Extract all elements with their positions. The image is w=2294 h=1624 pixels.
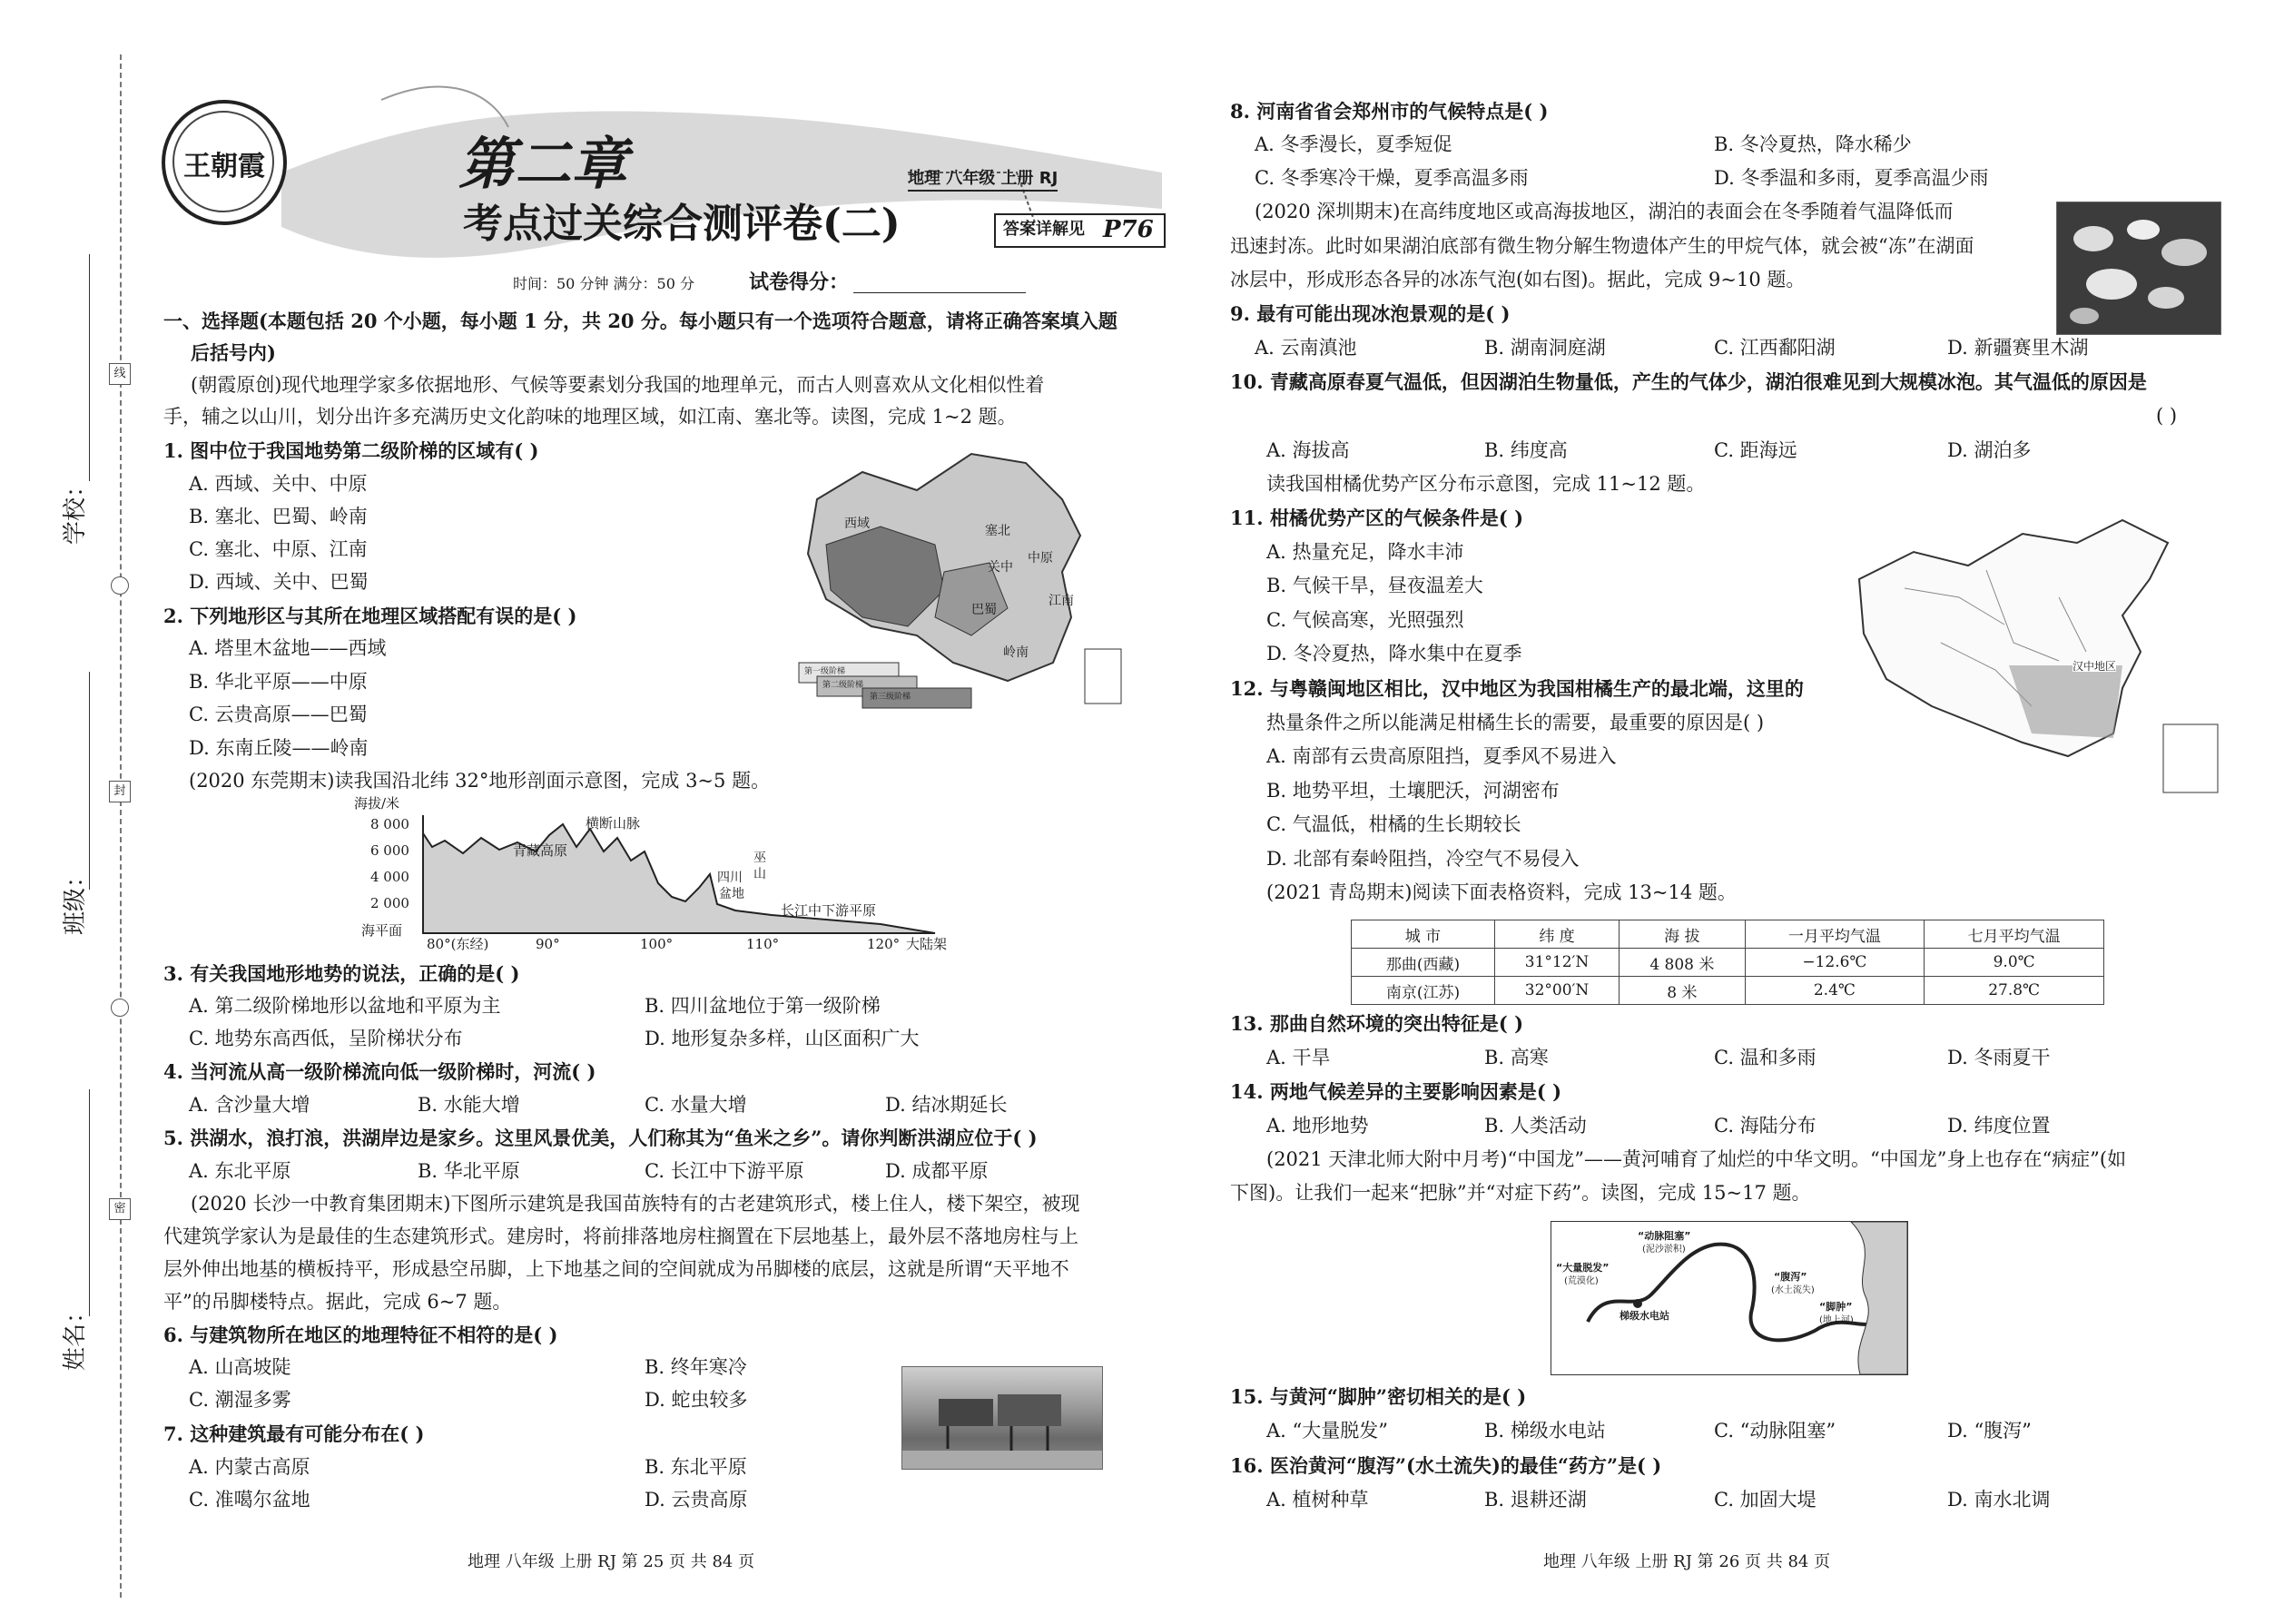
profile-ytick-2000: 2 000 <box>370 895 409 911</box>
q14-option-b[interactable]: B. 人类活动 <box>1484 1115 1587 1137</box>
binding-hole <box>111 999 129 1017</box>
q14-option-a[interactable]: A. 地形地势 <box>1266 1115 1369 1137</box>
climate-table <box>1351 920 2104 1005</box>
profile-label-changjiang: 长江中下游平原 <box>781 902 877 919</box>
intro-1-line-1: (朝霞原创)现代地理学家多依据地形、气候等要素划分我国的地理单元，而古人则喜欢从文化相似性着 <box>191 374 1045 396</box>
logo <box>162 100 287 225</box>
q3-option-d[interactable]: D. 地形复杂多样，山区面积广大 <box>645 1028 920 1049</box>
map1-label-jiangnan: 江南 <box>1049 594 1074 608</box>
profile-xtick-110: 110° <box>746 936 780 952</box>
question-5: 5. 洪湖水，浪打浪，洪湖岸边是家乡。这里风景优美，人们称其为“鱼米之乡”。请你判断洪湖应位于( ) <box>163 1127 1038 1149</box>
intro-4-line-2: 迅速封冻。此时如果湖泊底部有微生物分解生物遗体产生的甲烷气体，就会被“冻”在湖面 <box>1230 235 1974 257</box>
profile-label-pendi: 盆地 <box>719 887 744 901</box>
table-cell: 那曲(西藏) <box>1352 949 1495 977</box>
q4-option-d[interactable]: D. 结冰期延长 <box>885 1094 1008 1116</box>
q6-option-b[interactable]: B. 终年寒冷 <box>645 1356 747 1378</box>
q10-answer-paren[interactable]: ( ) <box>2156 405 2178 427</box>
q10-option-a[interactable]: A. 海拔高 <box>1266 439 1350 461</box>
q15-option-a[interactable]: A. “大量脱发” <box>1266 1420 1388 1442</box>
q9-option-d[interactable]: D. 新疆赛里木湖 <box>1947 337 2089 359</box>
paper-title: 考点过关综合测评卷(二) <box>463 201 901 247</box>
yellow-river-map <box>1551 1221 1908 1375</box>
answer-ref-label: 答案详解见 <box>1003 220 1085 239</box>
terrain-profile-chart <box>354 797 953 956</box>
q8-option-a[interactable]: A. 冬季漫长，夏季短促 <box>1255 133 1452 155</box>
q14-option-c[interactable]: C. 海陆分布 <box>1714 1115 1816 1137</box>
question-14: 14. 两地气候差异的主要影响因素是( ) <box>1230 1080 1562 1103</box>
q7-option-c[interactable]: C. 准噶尔盆地 <box>189 1489 310 1511</box>
q2-option-a[interactable]: A. 塔里木盆地——西域 <box>189 637 387 659</box>
intro-7-line-1: (2021 天津北师大附中月考)“中国龙”——黄河哺育了灿烂的中华文明。“中国龙”身上也存在“病症”(如 <box>1266 1148 2127 1170</box>
q16-option-b[interactable]: B. 退耕还湖 <box>1484 1489 1587 1511</box>
q3-option-c[interactable]: C. 地势东高西低，呈阶梯状分布 <box>189 1028 463 1049</box>
citrus-region-map <box>1850 516 2231 797</box>
table-cell: 4 808 米 <box>1620 949 1745 977</box>
q9-option-c[interactable]: C. 江西鄱阳湖 <box>1714 337 1836 359</box>
profile-ytick-4000: 4 000 <box>370 869 409 885</box>
q5-option-d[interactable]: D. 成都平原 <box>885 1160 989 1182</box>
table-cell: 8 米 <box>1620 977 1745 1005</box>
q15-option-b[interactable]: B. 梯级水电站 <box>1484 1420 1606 1442</box>
logo-text: 王朝霞 <box>183 151 265 182</box>
table-row <box>1352 977 2104 1005</box>
intro-3-line-3: 层外伸出地基的横板持平，形成悬空吊脚，上下地基之间的空间就成为吊脚楼的底层，这就是所谓“天平地不 <box>163 1258 1069 1280</box>
answer-page: P76 <box>1103 216 1154 243</box>
map1-label-bashu: 巴蜀 <box>971 603 997 617</box>
question-11: 11. 柑橘优势产区的气候条件是( ) <box>1230 507 1524 529</box>
question-10: 10. 青藏高原春夏气温低，但因湖泊生物量低，产生的气体少，湖泊很难见到大规模冰泡。其气温低的原因是 <box>1230 370 2147 393</box>
intro-1-line-2: 手，辅之以山川，划分出许多充满历史文化韵味的地理区域，如江南、塞北等。读图，完成 1~2 题。 <box>163 406 1017 428</box>
map3-label-hairloss: “大量脱发” <box>1556 1262 1610 1274</box>
table-cell: 南京(江苏) <box>1352 977 1495 1005</box>
q6-option-c[interactable]: C. 潮湿多雾 <box>189 1389 291 1411</box>
q11-option-c[interactable]: C. 气候高寒，光照强烈 <box>1266 609 1464 631</box>
q5-option-b[interactable]: B. 华北平原 <box>418 1160 520 1182</box>
table-cell: 2.4℃ <box>1745 977 1925 1005</box>
section-heading-cont: 后括号内) <box>191 341 276 364</box>
q15-option-c[interactable]: C. “动脉阻塞” <box>1714 1420 1836 1442</box>
profile-label-qingzang: 青藏高原 <box>513 842 568 859</box>
q16-option-d[interactable]: D. 南水北调 <box>1947 1489 2051 1511</box>
q5-option-c[interactable]: C. 长江中下游平原 <box>645 1160 804 1182</box>
stilt-house-photo <box>901 1366 1103 1470</box>
q1-option-c[interactable]: C. 塞北、中原、江南 <box>189 538 368 560</box>
map1-label-step3: 第三级阶梯 <box>870 693 911 702</box>
cut-mark-mi: 密 <box>109 1198 131 1220</box>
q4-option-b[interactable]: B. 水能大增 <box>418 1094 520 1116</box>
question-4: 4. 当河流从高一级阶梯流向低一级阶梯时，河流( ) <box>163 1060 596 1083</box>
map1-label-step1: 第一级阶梯 <box>804 667 846 676</box>
question-1: 1. 图中位于我国地势第二级阶梯的区域有( ) <box>163 439 539 462</box>
q10-option-b[interactable]: B. 纬度高 <box>1484 439 1568 461</box>
intro-2: (2020 东莞期末)读我国沿北纬 32°地形剖面示意图，完成 3~5 题。 <box>189 770 771 792</box>
q8-option-b[interactable]: B. 冬冷夏热，降水稀少 <box>1714 133 1912 155</box>
question-8: 8. 河南省省会郑州市的气候特点是( ) <box>1230 100 1549 123</box>
intro-6: (2021 青岛期末)阅读下面表格资料，完成 13~14 题。 <box>1266 881 1737 903</box>
q14-option-d[interactable]: D. 纬度位置 <box>1947 1115 2051 1137</box>
map3-label-diarrhea-note: (水土流失) <box>1771 1285 1815 1295</box>
profile-xtick-100: 100° <box>640 936 674 952</box>
q13-option-b[interactable]: B. 高寒 <box>1484 1047 1549 1068</box>
map3-label-swelling: “脚肿” <box>1819 1301 1853 1313</box>
intro-7-line-2: 下图)。让我们一起来“把脉”并“对症下药”。读图，完成 15~17 题。 <box>1230 1182 1811 1204</box>
q7-option-b[interactable]: B. 东北平原 <box>645 1456 747 1478</box>
intro-4-line-1: (2020 深圳期末)在高纬度地区或高海拔地区，湖泊的表面会在冬季随着气温降低而 <box>1255 201 1954 222</box>
q1-option-b[interactable]: B. 塞北、巴蜀、岭南 <box>189 506 368 527</box>
q12-option-a[interactable]: A. 南部有云贵高原阻挡，夏季风不易进入 <box>1266 745 1617 767</box>
table-header: 城 市 <box>1352 920 1495 949</box>
china-regions-map <box>790 445 1126 717</box>
table-header: 海 拔 <box>1620 920 1745 949</box>
table-header: 纬 度 <box>1494 920 1619 949</box>
q12-option-b[interactable]: B. 地势平坦，土壤肥沃，河湖密布 <box>1266 780 1560 802</box>
binding-line <box>120 54 122 1598</box>
profile-ytick-6000: 6 000 <box>370 842 409 859</box>
profile-label-dalujia: 大陆架 <box>906 936 948 952</box>
name-field[interactable] <box>89 1089 90 1316</box>
q9-option-a[interactable]: A. 云南滇池 <box>1255 337 1357 359</box>
profile-label-hengduan: 横断山脉 <box>586 815 641 832</box>
q4-option-a[interactable]: A. 含沙量大增 <box>189 1094 310 1116</box>
map3-label-hairloss-note: (荒漠化) <box>1564 1276 1599 1286</box>
class-field[interactable] <box>89 672 90 890</box>
q7-option-a[interactable]: A. 内蒙古高原 <box>189 1456 310 1478</box>
map1-label-lingnan: 岭南 <box>1003 645 1029 660</box>
question-6: 6. 与建筑物所在地区的地理特征不相符的是( ) <box>163 1324 558 1346</box>
chapter-title: 第二章 <box>458 131 628 197</box>
map3-label-arterial-note: (泥沙淤积) <box>1642 1245 1686 1255</box>
profile-label-sichuan: 四川 <box>717 871 743 885</box>
table-header: 七月平均气温 <box>1925 920 2104 949</box>
profile-ytick-sea: 海平面 <box>361 922 403 939</box>
q9-option-b[interactable]: B. 湖南洞庭湖 <box>1484 337 1606 359</box>
q16-option-a[interactable]: A. 植树种草 <box>1266 1489 1369 1511</box>
map1-label-xiyu: 西域 <box>844 517 870 531</box>
q2-option-d[interactable]: D. 东南丘陵——岭南 <box>189 737 369 759</box>
table-header: 一月平均气温 <box>1745 920 1925 949</box>
profile-xtick-80: 80°(东经) <box>427 936 489 952</box>
question-7: 7. 这种建筑最有可能分布在( ) <box>163 1422 425 1445</box>
q8-option-d[interactable]: D. 冬季温和多雨，夏季高温少雨 <box>1714 167 1989 189</box>
q10-option-d[interactable]: D. 湖泊多 <box>1947 439 2032 461</box>
binding-hole <box>111 576 129 595</box>
q11-option-b[interactable]: B. 气候干旱，昼夜温差大 <box>1266 575 1483 596</box>
table-cell: 9.0℃ <box>1925 949 2104 977</box>
section-heading: 一、选择题(本题包括 20 个小题，每小题 1 分，共 20 分。每小题只有一个选项符合题意，请将正确答案填入题 <box>163 310 1117 332</box>
intro-4-line-3: 冰层中，形成形态各异的冰冻气泡(如右图)。据此，完成 9~10 题。 <box>1230 269 1806 290</box>
map3-label-swelling-note: (地上河) <box>1819 1315 1854 1325</box>
question-16: 16. 医治黄河“腹泻”(水土流失)的最佳“药方”是( ) <box>1230 1454 1662 1477</box>
question-12-cont: 热量条件之所以能满足柑橘生长的需要，最重要的原因是( ) <box>1266 712 1765 733</box>
left-footer: 地理 八年级 上册 RJ 第 25 页 共 84 页 <box>468 1552 755 1571</box>
profile-ylabel: 海拔/米 <box>354 795 400 812</box>
school-label: 学校： <box>62 473 89 545</box>
exam-info: 时间：50 分钟 满分：50 分 <box>513 275 694 292</box>
q6-option-a[interactable]: A. 山高坡陡 <box>189 1356 291 1378</box>
intro-3-line-4: 平”的吊脚楼特点。据此，完成 6~7 题。 <box>163 1291 512 1313</box>
question-12: 12. 与粤赣闽地区相比，汉中地区为我国柑橘生产的最北端，这里的 <box>1230 677 1804 700</box>
profile-xtick-120: 120° <box>867 936 901 952</box>
table-cell: 27.8℃ <box>1925 977 2104 1005</box>
intro-3-line-2: 代建筑学家认为是最佳的生态建筑形式。建房时，将前排落地房柱搁置在下层地基上，最外层不落地房柱与上 <box>163 1225 1078 1247</box>
class-label: 班级： <box>62 863 89 935</box>
map1-label-saibei: 塞北 <box>985 524 1010 538</box>
table-cell: 31°12′N <box>1494 949 1619 977</box>
map3-label-hydropower: 梯级水电站 <box>1620 1310 1669 1322</box>
question-13: 13. 那曲自然环境的突出特征是( ) <box>1230 1012 1524 1035</box>
q2-option-b[interactable]: B. 华北平原——中原 <box>189 671 368 693</box>
hanzhong-label: 汉中地区 <box>2072 660 2117 673</box>
q7-option-d[interactable]: D. 云贵高原 <box>645 1489 748 1511</box>
q15-option-d[interactable]: D. “腹泻” <box>1947 1420 2032 1442</box>
question-3: 3. 有关我国地形地势的说法，正确的是( ) <box>163 962 520 985</box>
map1-label-guanzhong: 关中 <box>988 560 1013 575</box>
name-label: 姓名： <box>62 1299 89 1371</box>
q1-option-a[interactable]: A. 西域、关中、中原 <box>189 473 368 495</box>
score-field[interactable] <box>853 292 1026 293</box>
score-label: 试卷得分： <box>749 271 850 294</box>
profile-label-shan: 山 <box>753 867 766 881</box>
question-9: 9. 最有可能出现冰泡景观的是( ) <box>1230 302 1511 325</box>
q12-option-c[interactable]: C. 气温低，柑橘的生长期较长 <box>1266 813 1521 835</box>
school-field[interactable] <box>89 254 90 481</box>
subject-tag: 地理 八年级 上册 RJ <box>908 171 1058 192</box>
ice-bubble-photo <box>2056 202 2221 335</box>
q13-option-c[interactable]: C. 温和多雨 <box>1714 1047 1816 1068</box>
header <box>145 64 1171 300</box>
answer-ref-box <box>994 213 1166 248</box>
table-header-row <box>1352 920 2104 949</box>
table-row <box>1352 949 2104 977</box>
right-footer: 地理 八年级 上册 RJ 第 26 页 共 84 页 <box>1543 1552 1831 1571</box>
q5-option-a[interactable]: A. 东北平原 <box>189 1160 291 1182</box>
table-cell: 32°00′N <box>1494 977 1619 1005</box>
q11-option-d[interactable]: D. 冬冷夏热，降水集中在夏季 <box>1266 643 1522 664</box>
table-cell: −12.6℃ <box>1745 949 1925 977</box>
intro-3-line-1: (2020 长沙一中教育集团期末)下图所示建筑是我国苗族特有的古老建筑形式，楼上住人，楼下架空，被现 <box>191 1193 1080 1215</box>
cut-mark-xian: 线 <box>109 363 131 385</box>
question-2: 2. 下列地形区与其所在地理区域搭配有误的是( ) <box>163 605 577 627</box>
q16-option-c[interactable]: C. 加固大堤 <box>1714 1489 1816 1511</box>
q8-option-c[interactable]: C. 冬季寒冷干燥，夏季高温多雨 <box>1255 167 1529 189</box>
map3-label-diarrhea: “腹泻” <box>1774 1271 1807 1283</box>
q3-option-a[interactable]: A. 第二级阶梯地形以盆地和平原为主 <box>189 995 501 1017</box>
profile-ytick-8000: 8 000 <box>370 816 409 832</box>
map1-label-step2: 第二级阶梯 <box>822 681 864 690</box>
cut-mark-feng: 封 <box>109 781 131 802</box>
map3-label-arterial: “动脉阻塞” <box>1638 1230 1691 1242</box>
q10-option-c[interactable]: C. 距海远 <box>1714 439 1797 461</box>
q1-option-d[interactable]: D. 西域、关中、巴蜀 <box>189 571 369 593</box>
question-15: 15. 与黄河“脚肿”密切相关的是( ) <box>1230 1385 1527 1408</box>
q2-option-c[interactable]: C. 云贵高原——巴蜀 <box>189 704 368 725</box>
profile-xtick-90: 90° <box>536 936 560 952</box>
q4-option-c[interactable]: C. 水量大增 <box>645 1094 747 1116</box>
map1-label-zhongyuan: 中原 <box>1028 551 1053 566</box>
profile-label-wu: 巫 <box>753 851 766 865</box>
q3-option-b[interactable]: B. 四川盆地位于第一级阶梯 <box>645 995 881 1017</box>
q13-option-a[interactable]: A. 干旱 <box>1266 1047 1331 1068</box>
q6-option-d[interactable]: D. 蛇虫较多 <box>645 1389 748 1411</box>
intro-5: 读我国柑橘优势产区分布示意图，完成 11~12 题。 <box>1266 473 1706 495</box>
q13-option-d[interactable]: D. 冬雨夏干 <box>1947 1047 2051 1068</box>
q12-option-d[interactable]: D. 北部有秦岭阻挡，冷空气不易侵入 <box>1266 848 1580 870</box>
q11-option-a[interactable]: A. 热量充足，降水丰沛 <box>1266 541 1464 563</box>
